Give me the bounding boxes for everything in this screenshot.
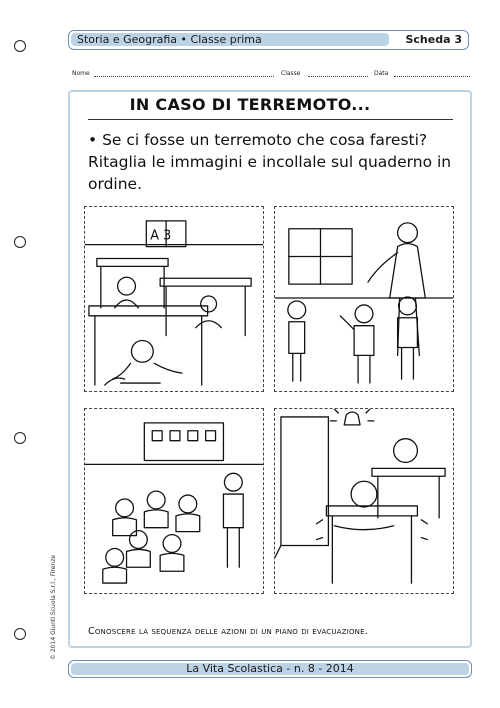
student-info-row [72,68,472,80]
sheet-number: Scheda 3 [405,33,462,46]
name-field-line[interactable] [94,76,274,77]
footer-bar [68,660,472,678]
class-label: Classe [281,70,301,77]
binder-hole [14,236,26,248]
binder-hole [14,432,26,444]
panel-children-under-desks[interactable] [84,206,264,392]
blackboard-text: A 3 [150,228,172,244]
instruction-text: • Se ci fosse un terremoto che cosa faresti? Ritaglia le immagini e incollale sul quaderno in ordine. [88,131,452,193]
binder-hole [14,628,26,640]
worksheet-title: IN CASO DI TERREMOTO... [129,95,371,114]
publication-info: La Vita Scolastica - n. 8 - 2014 [71,663,469,675]
class-gathered-outside-illustration [85,409,263,593]
children-under-desks-illustration [85,207,263,391]
children-following-teacher-illustration [275,207,453,391]
panel-children-with-shaking-desks[interactable] [274,408,454,594]
subject-label: Storia e Geografia • Classe prima [71,33,389,46]
learning-objective: Conoscere la sequenza delle azioni di un piano di evacuazione. [88,626,368,637]
copyright-notice: © 2014 Giunti Scuola S.r.l., Firenze [50,554,57,660]
binder-hole [14,40,26,52]
panel-children-following-teacher[interactable] [274,206,454,392]
class-field-line[interactable] [308,76,368,77]
header-bar [68,30,469,50]
children-with-shaking-desks-illustration [275,409,453,593]
panel-class-gathered-outside[interactable] [84,408,264,594]
date-field-line[interactable] [394,76,470,77]
name-label: Nome [72,70,90,77]
date-label: Data [374,70,389,77]
title-underline [88,119,453,120]
